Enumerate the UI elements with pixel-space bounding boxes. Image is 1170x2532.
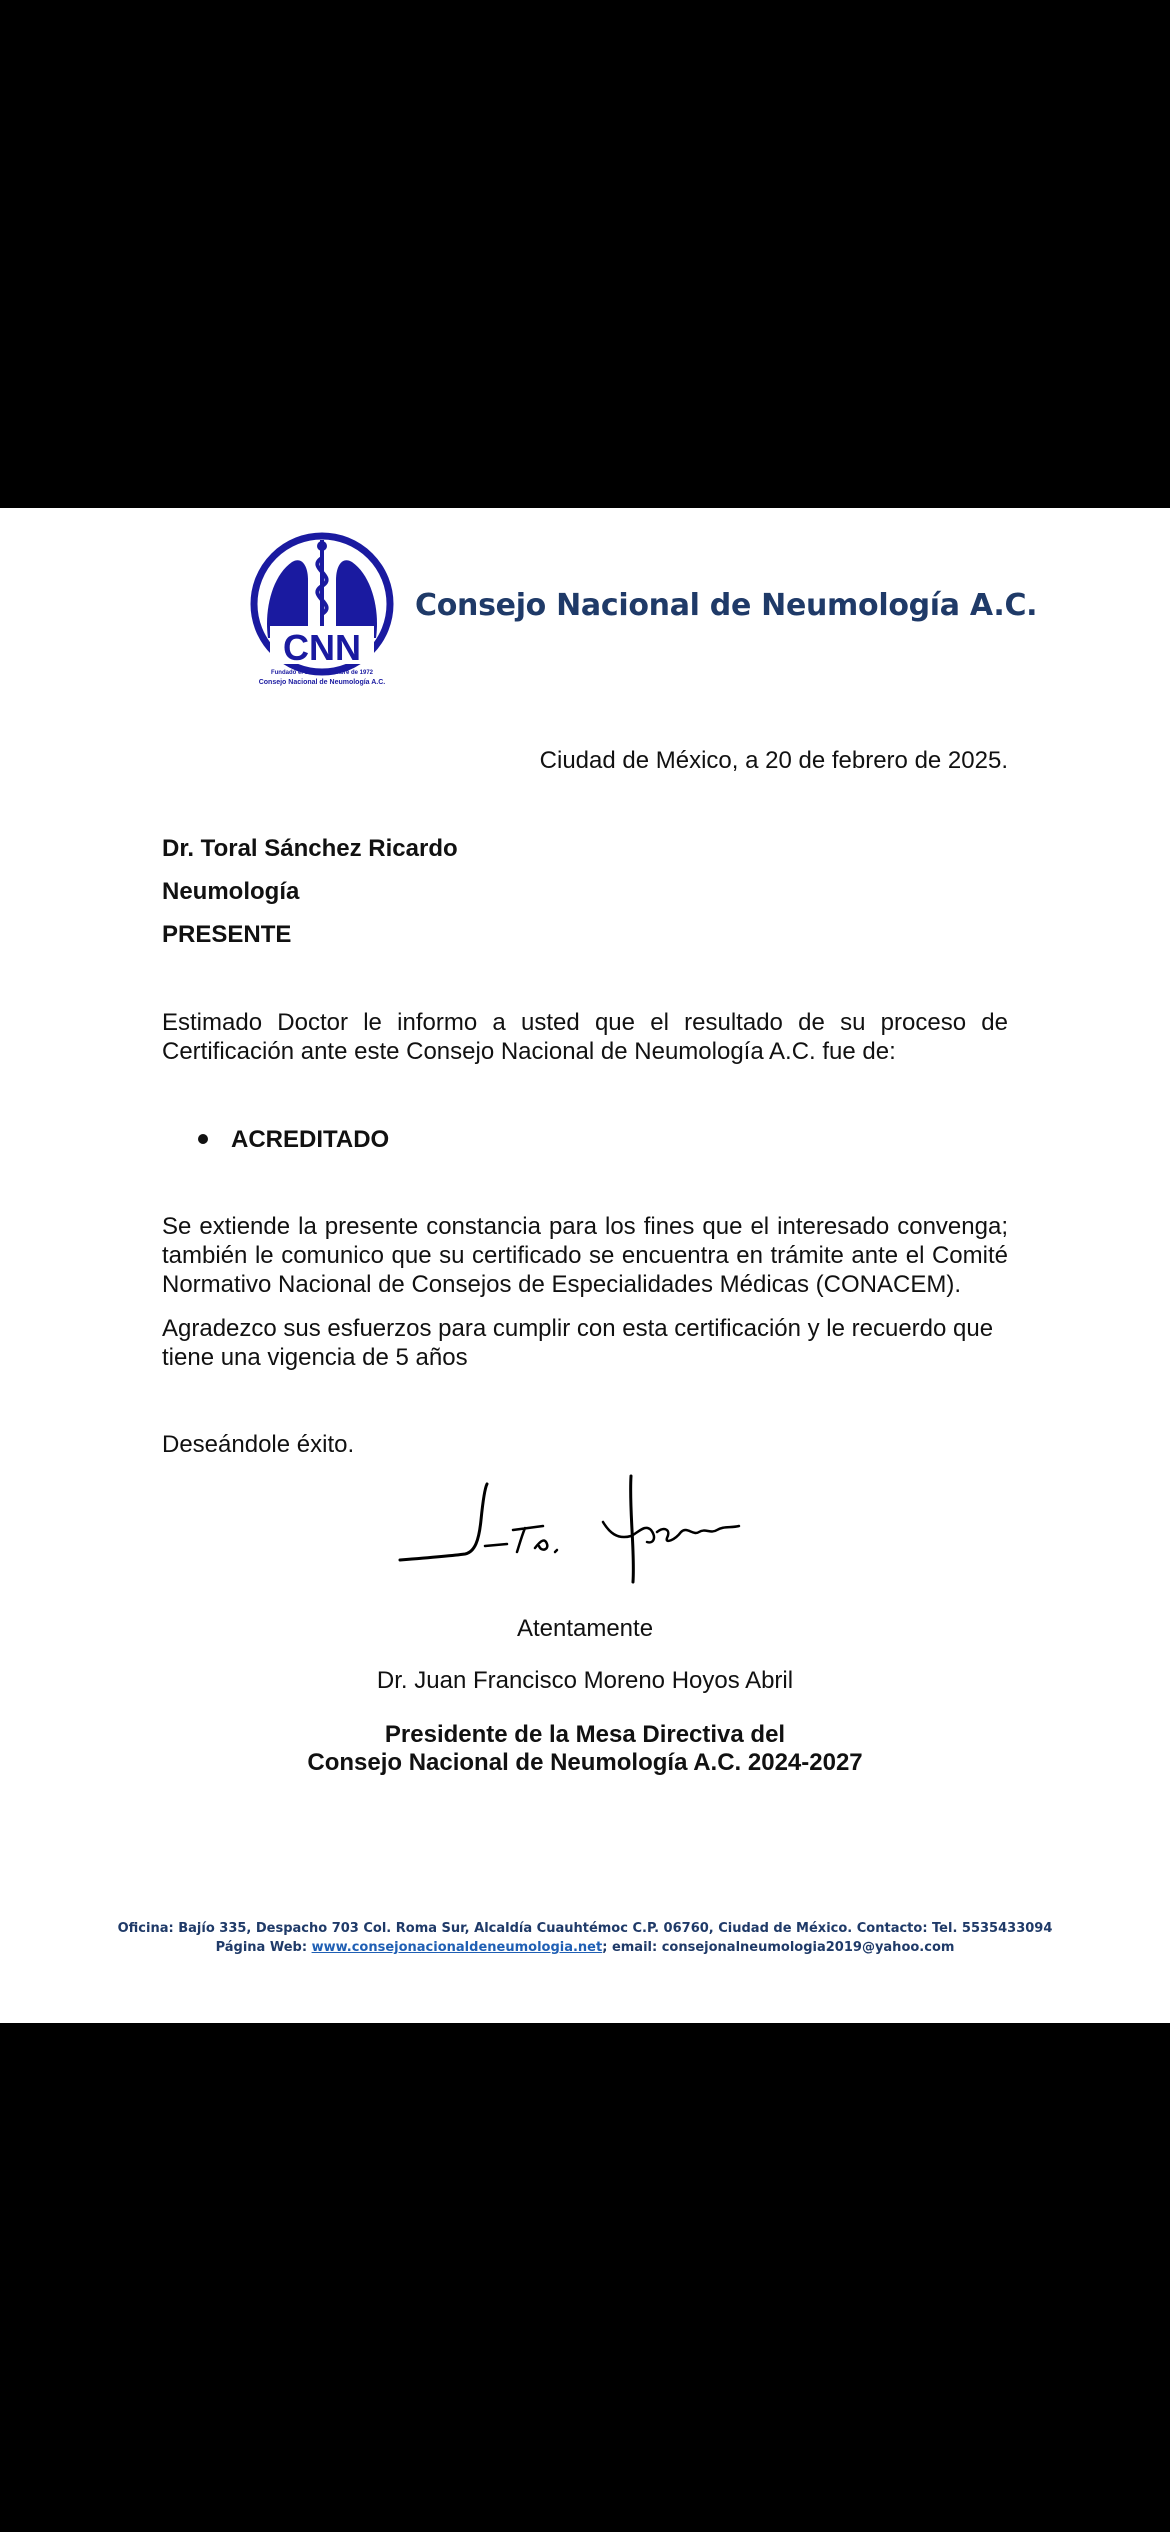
website-link[interactable]: www.consejonacionaldeneumologia.net	[311, 1940, 603, 1955]
footer-web-label: Página Web:	[215, 1940, 312, 1955]
closing-wish: Deseándole éxito.	[162, 1431, 355, 1458]
result-status: ACREDITADO	[231, 1126, 390, 1153]
footer-email: ; email: consejonalneumologia2019@yahoo.com	[602, 1940, 955, 1955]
recipient-name: Dr. Toral Sánchez Ricardo	[162, 835, 458, 862]
date-line: Ciudad de México, a 20 de febrero de 2025.	[539, 747, 1008, 774]
logo-org-text: Consejo Nacional de Neumología A.C.	[258, 679, 386, 686]
sign-off: Atentamente	[516, 1615, 654, 1642]
organization-name: Consejo Nacional de Neumología A.C.	[415, 588, 1038, 623]
signer-name: Dr. Juan Francisco Moreno Hoyos Abril	[376, 1667, 794, 1694]
signature-image	[395, 1470, 755, 1585]
paragraph-vigencia: Agradezco sus esfuerzos para cumplir con esta certificación y le recuerdo que tiene una vigencia de 5 años	[162, 1315, 994, 1371]
paragraph-constancia: Se extiende la presente constancia para los fines que el interesado convenga; también le comunico que su certificado se encuentra en trámite ante el Comité Normativo Nacional de Consejos de Especialidades Médicas (CONACEM).	[162, 1213, 1008, 1298]
footer-address: Oficina: Bajío 335, Despacho 703 Col. Roma Sur, Alcaldía Cuauhtémoc C.P. 06760, Ciudad de México. Contacto: Tel. 5535433094	[117, 1921, 1053, 1936]
recipient-presente: PRESENTE	[162, 921, 292, 948]
signer-title-line2: Consejo Nacional de Neumología A.C. 2024-2027	[307, 1749, 863, 1776]
signer-title-line1: Presidente de la Mesa Directiva del	[384, 1721, 786, 1748]
bullet-icon	[198, 1134, 208, 1144]
cnn-logo	[248, 530, 396, 692]
recipient-specialty: Neumología	[162, 878, 300, 905]
footer-web-line	[0, 1940, 1170, 1955]
logo-acronym: CNN	[283, 627, 361, 668]
paragraph-result-intro: Estimado Doctor le informo a usted que el resultado de su proceso de Certificación ante este Consejo Nacional de Neumología A.C. fue de:	[162, 1009, 1008, 1065]
logo-founded-text: Fundado el 8 de Noviembre de 1972	[270, 670, 374, 676]
